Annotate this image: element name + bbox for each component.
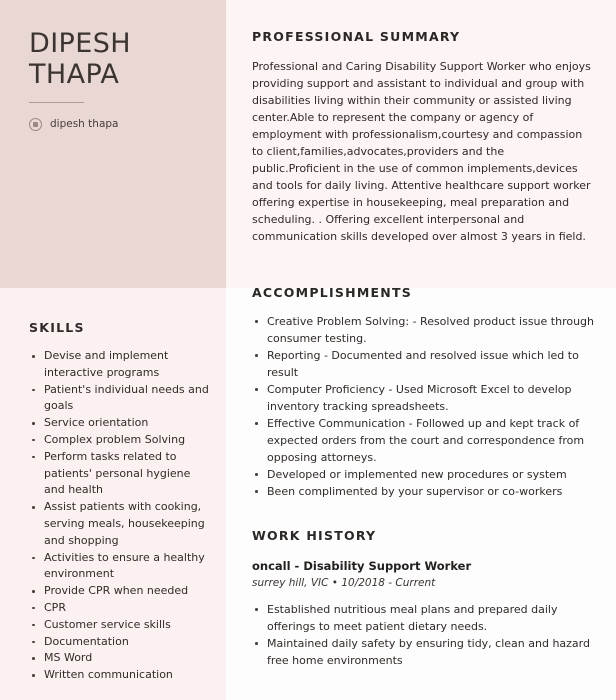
list-item: Maintained daily safety by ensuring tidy, clean and hazard free home environments [252, 635, 594, 669]
list-item: Established nutritious meal plans and prepared daily offerings to meet patient dietary needs. [252, 601, 594, 635]
list-item: Written communication [29, 667, 212, 684]
skills-list [29, 348, 212, 684]
page-title-line-1: DIPESH [29, 28, 131, 59]
list-item: Assist patients with cooking, serving meals, housekeeping and shopping [29, 499, 212, 549]
list-item: Creative Problem Solving: - Resolved product issue through consumer testing. [252, 313, 594, 347]
list-item: Patient's individual needs and goals [29, 382, 212, 416]
contact-row [29, 118, 208, 131]
accomplishments-list [252, 313, 594, 500]
job-bullets-list [252, 601, 594, 669]
list-item: Activities to ensure a healthy environment [29, 550, 212, 584]
list-item: Documentation [29, 634, 212, 651]
accomplishments-heading: ACCOMPLISHMENTS [252, 285, 413, 300]
skills-section [0, 288, 226, 684]
list-item: Perform tasks related to patients' personal hygiene and health [29, 449, 212, 499]
list-item: Customer service skills [29, 617, 212, 634]
job-title: oncall - Disability Support Worker [252, 559, 472, 573]
professional-summary-text: Professional and Caring Disability Support Worker who enjoys providing support and assistant to individual and group with disabilities living within their community or assisted living center.Able to represent the company or agency of employment with professionalism,courtesy and compassion to client,families,advocates,providers and the public.Proficient in the use of common implements,devices and tools for daily living. Attentive healthcare support worker offering expertise in housekeeping, meal preparation and scheduling. . Offering excellent interpersonal and communication skills developed over almost 3 years in field. [252, 60, 591, 243]
list-item: CPR [29, 600, 212, 617]
work-history-heading: WORK HISTORY [252, 528, 377, 543]
contact-value: dipesh thapa [50, 118, 119, 130]
list-item: Been complimented by your supervisor or co-workers [252, 483, 594, 500]
list-item: MS Word [29, 650, 212, 667]
list-item: Reporting - Documented and resolved issue which led to result [252, 347, 594, 381]
list-item: Developed or implemented new procedures or system [252, 466, 594, 483]
list-item: Complex problem Solving [29, 432, 212, 449]
name-divider [29, 102, 84, 103]
work-history-section [252, 528, 594, 669]
list-item: Provide CPR when needed [29, 583, 212, 600]
main-column [226, 0, 616, 700]
list-item: Computer Proficiency - Used Microsoft Excel to develop inventory tracking spreadsheets. [252, 381, 594, 415]
professional-summary-section [252, 29, 594, 245]
list-item: Service orientation [29, 415, 212, 432]
accomplishments-section [252, 285, 594, 500]
page-title-line-2: THAPA [29, 59, 120, 90]
work-history-entry [252, 559, 594, 669]
work-history-entries [252, 559, 594, 669]
list-item: Devise and implement interactive programs [29, 348, 212, 382]
list-item: Effective Communication - Followed up and kept track of expected orders from the court and correspondence from opposing attorneys. [252, 415, 594, 466]
circle-user-icon [29, 118, 42, 131]
skills-heading: SKILLS [29, 320, 85, 335]
professional-summary-heading: PROFESSIONAL SUMMARY [252, 29, 461, 44]
name-header [0, 0, 226, 288]
job-meta: surrey hill, VIC • 10/2018 - Current [252, 577, 436, 589]
